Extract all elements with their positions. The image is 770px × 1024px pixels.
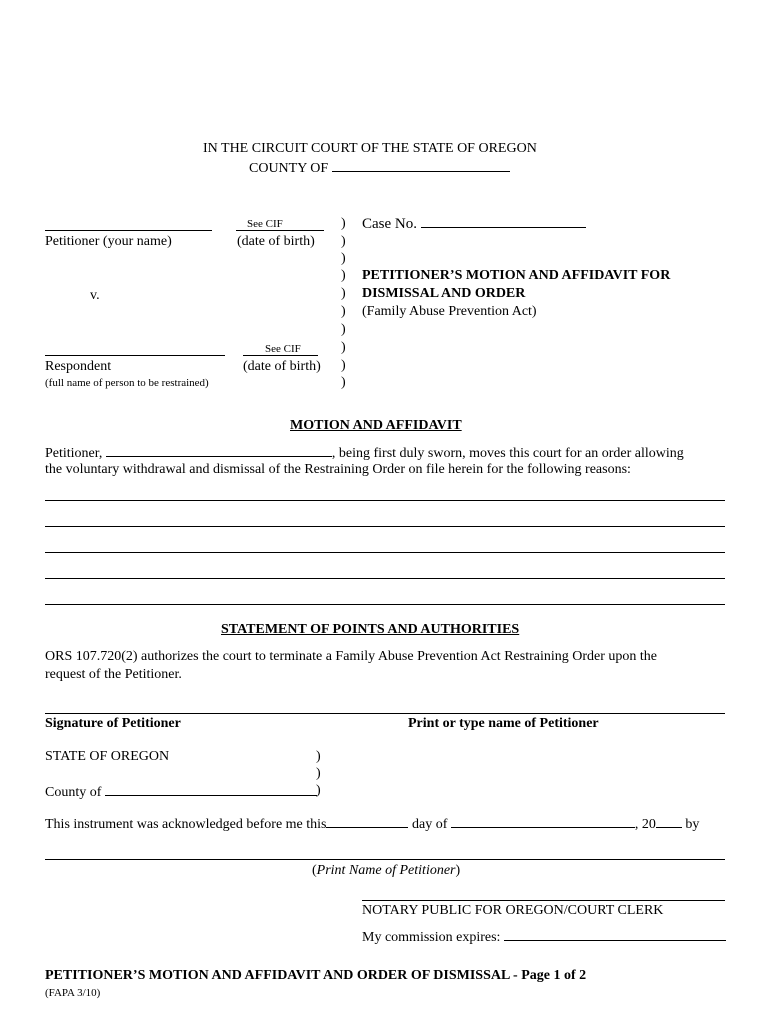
footer-form-code: (FAPA 3/10)	[45, 987, 101, 999]
venue-county-field[interactable]	[105, 783, 317, 796]
print-name-petitioner-label: Print Name of Petitioner	[316, 863, 456, 878]
print-name-label: Print or type name of Petitioner	[408, 716, 599, 731]
case-no-label: Case No.	[362, 216, 417, 232]
venue-county-line	[45, 783, 317, 801]
motion-line1	[45, 444, 684, 462]
reason-line-5[interactable]	[45, 604, 725, 605]
county-line	[249, 159, 510, 177]
ack-date-field[interactable]	[326, 815, 408, 828]
reason-line-2[interactable]	[45, 526, 725, 527]
state-label: STATE OF OREGON	[45, 749, 170, 764]
notary-signature-line[interactable]	[362, 900, 725, 901]
petitioner-dob-hint: See CIF	[247, 218, 283, 230]
reason-line-3[interactable]	[45, 552, 725, 553]
petitioner-label: Petitioner (your name)	[45, 234, 172, 249]
court-title: IN THE CIRCUIT COURT OF THE STATE OF OREGON	[203, 141, 537, 156]
county-field[interactable]	[332, 159, 510, 172]
case-no-field[interactable]	[421, 215, 586, 228]
ack-year-field[interactable]	[656, 815, 682, 828]
petitioner-name-field[interactable]	[45, 230, 212, 231]
motion-petitioner-name-field[interactable]	[106, 444, 332, 457]
respondent-label: Respondent	[45, 359, 112, 374]
commission-expires-field[interactable]	[504, 928, 726, 941]
case-no-line	[362, 215, 586, 233]
case-title-line2: DISMISSAL AND ORDER	[362, 286, 526, 301]
petitioner-dob-label: (date of birth)	[237, 234, 315, 249]
case-title-line1: PETITIONER’S MOTION AND AFFIDAVIT FOR	[362, 268, 671, 283]
respondent-dob-hint: See CIF	[265, 343, 301, 355]
footer-title: PETITIONER’S MOTION AND AFFIDAVIT AND ORDER OF DISMISSAL - Page 1 of 2	[45, 968, 587, 983]
authorities-heading: STATEMENT OF POINTS AND AUTHORITIES	[221, 622, 520, 637]
respondent-name-field[interactable]	[45, 355, 225, 356]
reason-line-1[interactable]	[45, 500, 725, 501]
motion-line1-suffix: , being first duly sworn, moves this court for an order allowing	[331, 446, 684, 461]
ack-prefix: This instrument was acknowledged before me this	[45, 817, 327, 832]
respondent-dob-field[interactable]	[243, 355, 318, 356]
venue-county-label: County of	[45, 785, 102, 800]
reason-line-4[interactable]	[45, 578, 725, 579]
ack-month-field[interactable]	[451, 815, 635, 828]
ack-year-label: , 20	[634, 817, 656, 832]
commission-label: My commission expires:	[362, 930, 501, 945]
case-title-line3: (Family Abuse Prevention Act)	[362, 304, 537, 319]
ack-by-label: by	[685, 817, 700, 832]
print-name-petitioner-caption: (Print Name of Petitioner)	[312, 863, 461, 878]
respondent-dob-label: (date of birth)	[243, 359, 321, 374]
motion-petitioner-prefix: Petitioner,	[45, 446, 103, 461]
signature-label: Signature of Petitioner	[45, 716, 181, 731]
signature-line[interactable]	[45, 713, 725, 714]
ack-day-label: day of	[411, 817, 448, 832]
county-label: COUNTY OF	[249, 161, 329, 176]
petitioner-dob-field[interactable]	[236, 230, 324, 231]
versus-label: v.	[90, 288, 100, 303]
petitioner-print-name-line[interactable]	[45, 859, 725, 860]
respondent-sub-label: (full name of person to be restrained)	[45, 377, 209, 389]
authorities-line1: ORS 107.720(2) authorizes the court to terminate a Family Abuse Prevention Act Restraining Order upon the	[45, 649, 657, 664]
acknowledgment-line	[45, 815, 699, 833]
authorities-line2: request of the Petitioner.	[45, 667, 182, 682]
notary-label: NOTARY PUBLIC FOR OREGON/COURT CLERK	[362, 903, 664, 918]
motion-heading: MOTION AND AFFIDAVIT	[290, 418, 462, 433]
commission-line	[362, 928, 726, 946]
motion-line2: the voluntary withdrawal and dismissal of the Restraining Order on file herein for the following reasons:	[45, 462, 631, 477]
